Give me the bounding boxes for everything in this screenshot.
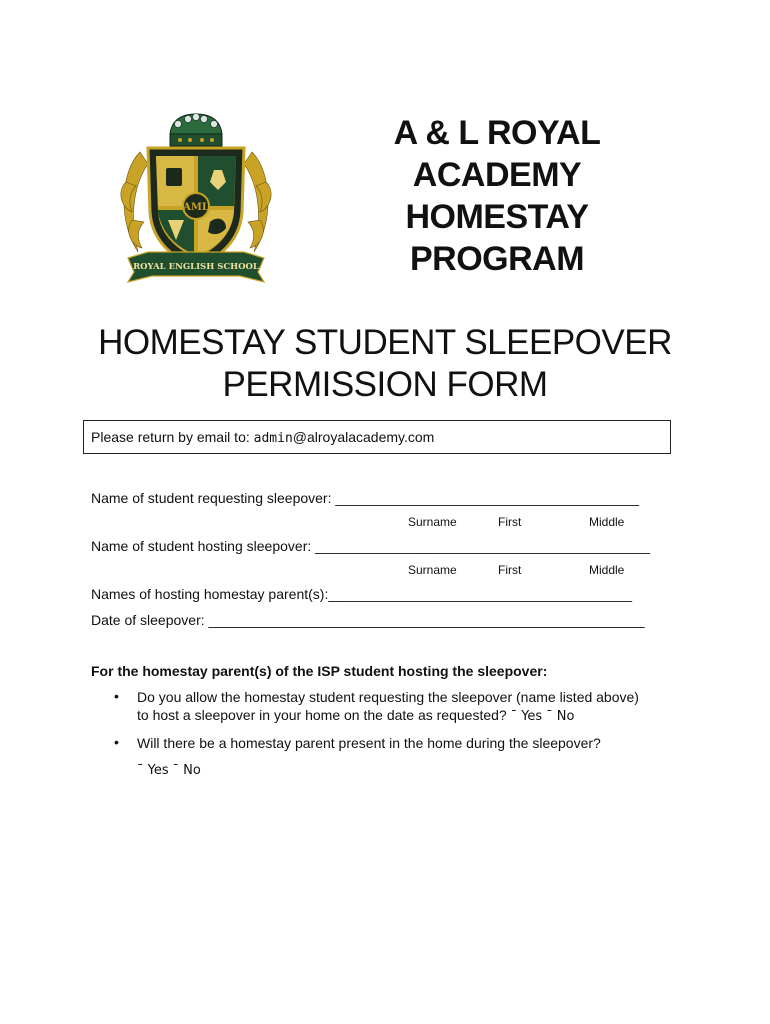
return-label: Please return by email to: [91, 429, 254, 445]
sub-label-surname: Surname [408, 563, 457, 577]
academy-crest-logo [118, 112, 274, 284]
question-1-line2: to host a sleepover in your home on the date as requested? [137, 707, 507, 723]
option-no-label: No [183, 763, 201, 778]
return-email-domain: @alroyalacademy.com [292, 429, 435, 445]
question-1-line1: Do you allow the homestay student requesting the sleepover (name listed above) [137, 689, 639, 705]
checkbox-glyph: ¯ [510, 709, 518, 724]
checkbox-q1-yes[interactable] [511, 709, 543, 724]
bullet: • [114, 688, 119, 704]
school-title [352, 112, 642, 280]
bullet: • [114, 734, 119, 750]
return-email-local: admin [253, 431, 293, 446]
section-heading: For the homestay parent(s) of the ISP student hosting the sleepover: [91, 663, 548, 679]
school-title-line: A & L ROYAL [393, 114, 601, 152]
option-yes-label: Yes [147, 763, 169, 778]
return-instructions-box [83, 420, 671, 454]
field-sleepover-date[interactable]: Date of sleepover: ________________________________________________________ [91, 612, 645, 628]
field-student-hosting[interactable]: Name of student hosting sleepover: ___________________________________________ [91, 538, 650, 554]
sub-label-middle: Middle [589, 515, 625, 529]
question-2 [137, 734, 601, 780]
sub-label-surname: Surname [408, 515, 457, 529]
school-title-line: ACADEMY [412, 156, 582, 194]
checkbox-q2-no[interactable] [173, 763, 201, 778]
question-2-line1: Will there be a homestay parent present in the home during the sleepover? [137, 735, 601, 751]
option-yes-label: Yes [521, 709, 543, 724]
field-hosting-parents[interactable]: Names of hosting homestay parent(s):_______________________________________ [91, 586, 632, 602]
checkbox-q2-yes[interactable] [137, 763, 169, 778]
school-title-line: PROGRAM [409, 240, 585, 278]
sub-label-first: First [498, 563, 522, 577]
form-title-line: HOMESTAY STUDENT SLEEPOVER [98, 323, 672, 362]
crest-monogram: AML [183, 202, 209, 213]
field-student-requesting[interactable]: Name of student requesting sleepover: _______________________________________ [91, 490, 640, 506]
checkbox-q1-no[interactable] [546, 709, 574, 724]
form-title-line: PERMISSION FORM [222, 365, 548, 404]
question-1 [137, 688, 639, 726]
option-no-label: No [556, 709, 575, 724]
checkbox-glyph: ¯ [546, 709, 553, 724]
sub-label-first: First [498, 515, 522, 529]
checkbox-glyph: ¯ [137, 763, 144, 778]
form-title [40, 322, 730, 406]
crest-banner-text: ROYAL ENGLISH SCHOOL [133, 262, 259, 272]
sub-label-middle: Middle [589, 563, 625, 577]
school-title-line: HOMESTAY [405, 198, 589, 236]
checkbox-glyph: ¯ [172, 763, 180, 778]
